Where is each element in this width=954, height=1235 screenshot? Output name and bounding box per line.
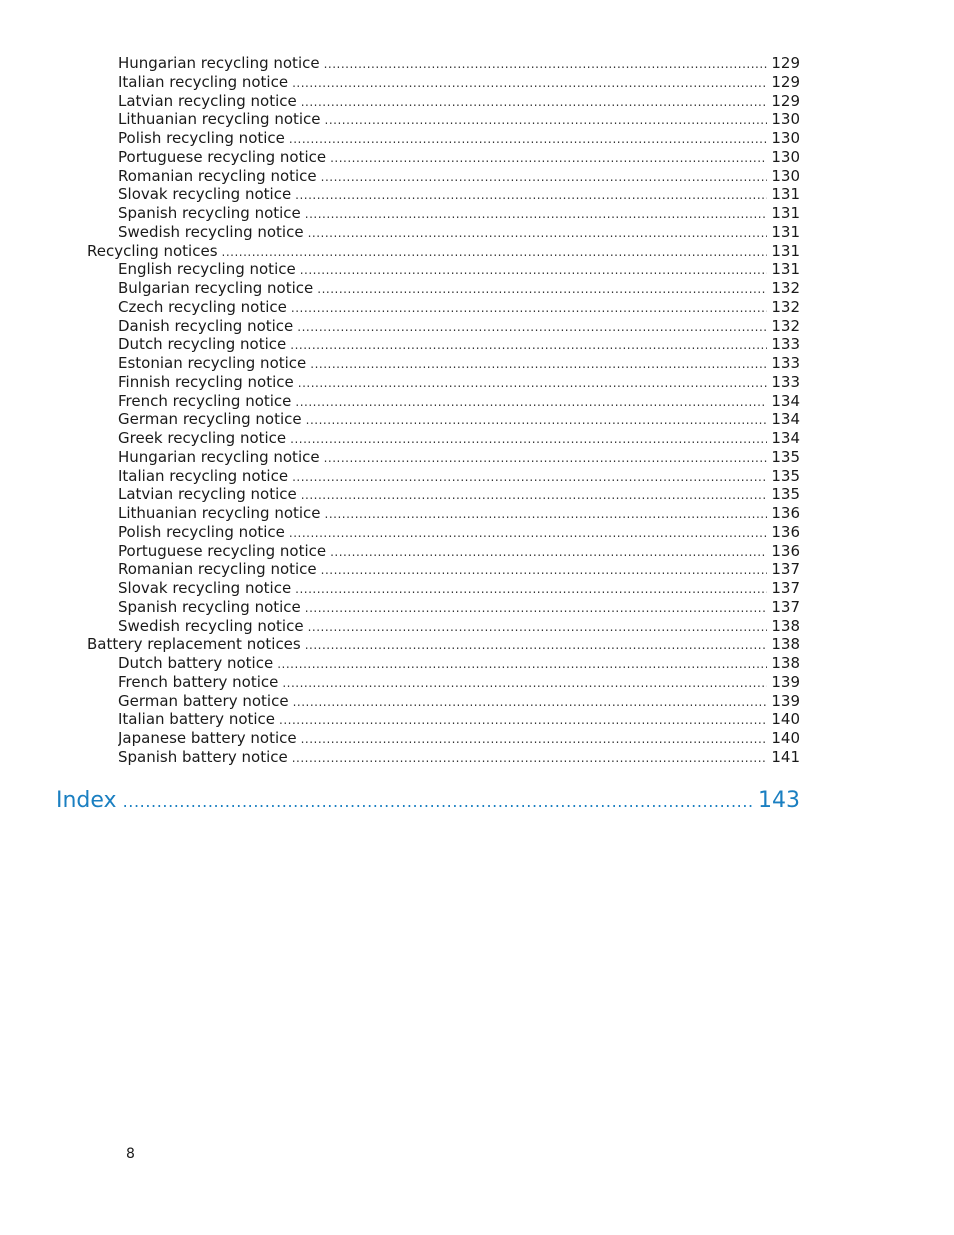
toc-entry-label: Polish recycling notice xyxy=(118,129,285,147)
toc-entry-page: 134 xyxy=(771,429,800,447)
toc-entry-label: Spanish recycling notice xyxy=(118,597,301,616)
toc-entry-page: 130 xyxy=(771,110,800,129)
dot-leader xyxy=(298,374,768,392)
toc-entry-page: 133 xyxy=(771,354,800,372)
dot-leader xyxy=(317,280,767,298)
dot-leader xyxy=(292,749,768,767)
toc-entry-label: Portuguese recycling notice xyxy=(118,147,327,166)
toc-entry[interactable] xyxy=(118,373,800,392)
dot-leader xyxy=(123,787,752,816)
toc-entry-label: Hungarian recycling notice xyxy=(118,447,320,466)
dot-leader xyxy=(324,449,768,467)
dot-leader xyxy=(325,111,768,129)
toc-entry-label: French recycling notice xyxy=(118,391,292,410)
toc-entry-label: Czech recycling notice xyxy=(118,297,287,316)
toc-entry-page: 129 xyxy=(771,72,800,91)
toc-entry-label: Swedish recycling notice xyxy=(118,616,304,635)
toc-entry-label: Italian recycling notice xyxy=(118,466,289,485)
toc-entry[interactable] xyxy=(118,54,800,73)
toc-entry-label: Battery replacement notices xyxy=(87,635,301,654)
toc-entry[interactable] xyxy=(118,429,800,448)
toc-entry-page: 132 xyxy=(771,316,800,335)
toc-entry-page: 135 xyxy=(771,466,800,485)
toc-entry-label: Polish recycling notice xyxy=(118,522,285,541)
dot-leader xyxy=(305,599,768,617)
dot-leader xyxy=(292,74,767,92)
toc-entry[interactable] xyxy=(118,129,800,148)
toc-entry[interactable] xyxy=(118,185,800,204)
toc-entry-page: 130 xyxy=(771,147,800,166)
toc-entry-page: 139 xyxy=(771,691,800,710)
toc-entry-page: 140 xyxy=(771,729,800,747)
dot-leader xyxy=(305,636,768,654)
dot-leader xyxy=(290,430,767,448)
toc-entry-label: Slovak recycling notice xyxy=(118,579,292,597)
toc-entry-label: German recycling notice xyxy=(118,410,302,429)
dot-leader xyxy=(295,393,767,411)
toc-entry-page: 131 xyxy=(771,204,800,222)
toc-entry[interactable] xyxy=(118,317,800,336)
toc-entry[interactable] xyxy=(118,692,800,711)
toc-entry-page: 136 xyxy=(771,541,800,560)
dot-leader xyxy=(324,55,768,73)
toc-entry-label: Dutch recycling notice xyxy=(118,335,287,354)
dot-leader xyxy=(321,561,768,579)
dot-leader xyxy=(325,505,768,523)
toc-entry-page: 138 xyxy=(771,635,800,654)
toc-entry-page: 133 xyxy=(771,372,800,391)
toc-entry[interactable] xyxy=(118,73,800,92)
toc-entry-label: Latvian recycling notice xyxy=(118,91,297,110)
dot-leader xyxy=(330,543,767,561)
dot-leader xyxy=(222,243,768,261)
toc-entry-label: Italian recycling notice xyxy=(118,72,289,91)
toc-entry-page: 135 xyxy=(771,485,800,504)
toc-entry[interactable] xyxy=(118,148,800,167)
toc-entry-page: 136 xyxy=(771,522,800,541)
toc-entry-label: Lithuanian recycling notice xyxy=(118,110,321,129)
toc-entry-label: Portuguese recycling notice xyxy=(118,541,327,560)
toc-entry-label: English recycling notice xyxy=(118,260,296,279)
toc-entry[interactable] xyxy=(118,167,800,186)
dot-leader xyxy=(295,580,767,598)
dot-leader xyxy=(306,411,768,429)
dot-leader xyxy=(321,168,768,186)
toc-entry-page: 140 xyxy=(771,710,800,729)
toc-entry[interactable] xyxy=(118,654,800,673)
toc-entry[interactable] xyxy=(118,560,800,579)
toc-entry-label: Swedish recycling notice xyxy=(118,222,304,241)
toc-entry[interactable] xyxy=(118,542,800,561)
dot-leader xyxy=(289,524,767,542)
dot-leader xyxy=(290,336,767,354)
toc-entry[interactable] xyxy=(118,448,800,467)
toc-entry[interactable] xyxy=(118,335,800,354)
toc-entry[interactable] xyxy=(118,579,800,598)
dot-leader xyxy=(291,299,767,317)
toc-entry[interactable] xyxy=(118,92,800,111)
dot-leader xyxy=(310,355,767,373)
toc-entry[interactable] xyxy=(118,467,800,486)
toc-entry[interactable] xyxy=(118,504,800,523)
toc-entry-label: French battery notice xyxy=(118,672,279,691)
dot-leader xyxy=(282,674,767,692)
toc-entry-index[interactable] xyxy=(56,786,800,816)
dot-leader xyxy=(289,130,767,148)
toc-entry[interactable] xyxy=(118,204,800,223)
toc-entry-page: 131 xyxy=(771,185,800,204)
toc-entry-label: Index xyxy=(56,788,117,813)
toc-entry[interactable] xyxy=(118,710,800,729)
toc-entry-page: 129 xyxy=(771,54,800,72)
toc-entry-page: 133 xyxy=(771,335,800,354)
toc-entry[interactable] xyxy=(118,260,800,279)
toc-entry-label: Finnish recycling notice xyxy=(118,372,294,391)
toc-entry-label: Greek recycling notice xyxy=(118,429,287,447)
toc-entry-page: 129 xyxy=(771,91,800,110)
toc-entry-page: 132 xyxy=(771,297,800,316)
toc-section-entry[interactable] xyxy=(87,242,800,261)
toc-entry[interactable] xyxy=(118,279,800,298)
toc-entry-label: Spanish recycling notice xyxy=(118,204,301,222)
toc-entry-page: 131 xyxy=(771,241,800,260)
toc-entry-label: Spanish battery notice xyxy=(118,747,288,766)
toc-entry-label: Romanian recycling notice xyxy=(118,166,317,185)
toc-entry[interactable] xyxy=(118,673,800,692)
toc-entry[interactable] xyxy=(118,748,800,767)
toc-entry[interactable] xyxy=(118,617,800,636)
toc-entry-label: Italian battery notice xyxy=(118,710,276,729)
toc-entry-page: 138 xyxy=(771,616,800,635)
toc-entry[interactable] xyxy=(118,354,800,373)
dot-leader xyxy=(300,261,768,279)
toc-entry[interactable] xyxy=(118,110,800,129)
toc-entry-page: 134 xyxy=(771,391,800,410)
dot-leader xyxy=(292,468,767,486)
toc-entry-label: Hungarian recycling notice xyxy=(118,54,320,72)
toc-entry-label: Latvian recycling notice xyxy=(118,485,297,504)
toc-entry[interactable] xyxy=(118,298,800,317)
dot-leader xyxy=(305,205,768,223)
toc-entry-label: Estonian recycling notice xyxy=(118,354,307,372)
toc-entry-label: Romanian recycling notice xyxy=(118,560,317,579)
dot-leader xyxy=(277,655,767,673)
toc-section-entry[interactable] xyxy=(87,635,800,654)
toc-entry-label: Danish recycling notice xyxy=(118,316,294,335)
dot-leader xyxy=(330,149,767,167)
dot-leader xyxy=(279,711,767,729)
toc-entry-page: 139 xyxy=(771,672,800,691)
dot-leader xyxy=(308,618,768,636)
dot-leader xyxy=(301,486,768,504)
toc-entry-page: 130 xyxy=(771,129,800,147)
dot-leader xyxy=(301,93,768,111)
toc-entry-page: 130 xyxy=(771,166,800,185)
toc-entry[interactable] xyxy=(118,485,800,504)
toc-entry-page: 137 xyxy=(771,597,800,616)
toc-entry-label: Dutch battery notice xyxy=(118,654,274,672)
toc-entry-label: German battery notice xyxy=(118,691,289,710)
toc-entry-label: Recycling notices xyxy=(87,241,218,260)
toc-entry-page: 137 xyxy=(771,579,800,597)
toc-entry-page: 134 xyxy=(771,410,800,429)
toc-entry-page: 135 xyxy=(771,447,800,466)
toc-entry-page: 131 xyxy=(771,260,800,279)
page-number: 8 xyxy=(126,1146,135,1162)
toc-entry-page: 141 xyxy=(771,747,800,766)
toc-entry-label: Bulgarian recycling notice xyxy=(118,279,314,297)
toc-entry-page: 137 xyxy=(771,560,800,579)
dot-leader xyxy=(295,186,767,204)
dot-leader xyxy=(301,730,768,748)
dot-leader xyxy=(308,224,768,242)
toc-entry[interactable] xyxy=(118,223,800,242)
dot-leader xyxy=(297,318,767,336)
toc-entry-page: 138 xyxy=(771,654,800,672)
toc-entry-page: 136 xyxy=(771,504,800,522)
toc-entry-page: 131 xyxy=(771,222,800,241)
toc-entry-label: Japanese battery notice xyxy=(118,729,297,747)
dot-leader xyxy=(293,693,768,711)
toc-entry-label: Lithuanian recycling notice xyxy=(118,504,321,522)
toc-entry[interactable] xyxy=(118,729,800,748)
toc-entry[interactable] xyxy=(118,410,800,429)
toc-entry-label: Slovak recycling notice xyxy=(118,185,292,204)
toc-entry-page: 132 xyxy=(771,279,800,297)
toc-entry[interactable] xyxy=(118,392,800,411)
toc-entry-page: 143 xyxy=(758,788,800,813)
toc-entry[interactable] xyxy=(118,523,800,542)
toc-entry[interactable] xyxy=(118,598,800,617)
